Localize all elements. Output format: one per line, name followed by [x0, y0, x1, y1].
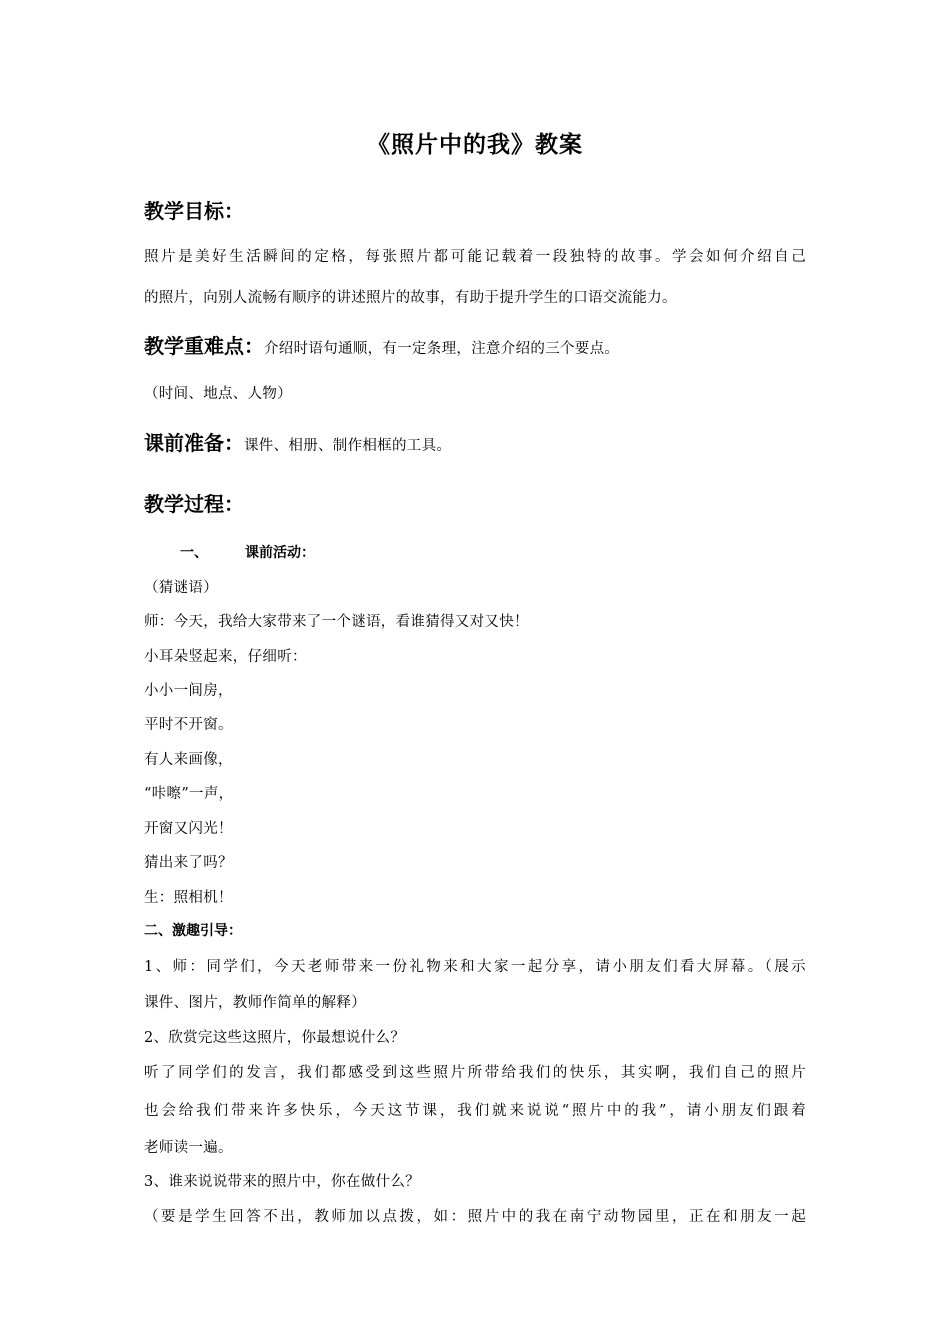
section2-title: 二、激趣引导： [144, 923, 242, 939]
key-points-note: （时间、地点、人物） [144, 386, 292, 402]
section1-line: 开窗又闪光！ [144, 821, 233, 837]
section2-paragraph-line: 老师读一遍。 [144, 1140, 233, 1156]
objectives-heading: 教学目标： [144, 199, 244, 223]
section1-line: 小小一间房， [144, 683, 233, 699]
process-heading: 教学过程： [144, 492, 244, 516]
section2-item3: 3、谁来说说带来的照片中，你在做什么？ [144, 1174, 420, 1190]
section1-line: “咔嚓”一声， [144, 786, 234, 802]
key-points-heading: 教学重难点： [144, 334, 264, 358]
section1-line: 有人来画像， [144, 752, 233, 768]
document-title: 《照片中的我》教案 [367, 132, 583, 158]
section2-item3-note: （要是学生回答不出，教师加以点拨，如：照片中的我在南宁动物园里，正在和朋友一起 [144, 1209, 806, 1225]
section2-item1-line: 1、师：同学们，今天老师带来一份礼物来和大家一起分享，请小朋友们看大屏幕。（展示 [144, 959, 806, 975]
section1-line: （猜谜语） [144, 580, 218, 596]
preparation-row [144, 427, 451, 456]
section1-line: 师：今天，我给大家带来了一个谜语，看谁猜得又对又快！ [144, 614, 529, 630]
section1-title: 课前活动： [245, 545, 315, 561]
preparation-text: 课件、相册、制作相框的工具。 [244, 438, 452, 454]
section1-line: 平时不开窗。 [144, 717, 233, 733]
key-points-text: 介绍时语句通顺，有一定条理，注意介绍的三个要点。 [264, 341, 620, 357]
section1-line: 生：照相机！ [144, 890, 233, 906]
objectives-line: 的照片，向别人流畅有顺序的讲述照片的故事，有助于提升学生的口语交流能力。 [144, 290, 677, 306]
key-points-row [144, 330, 619, 359]
section2-paragraph-line: 听了同学们的发言，我们都感受到这些照片所带给我们的快乐，其实啊，我们自己的照片 [144, 1065, 806, 1081]
preparation-heading: 课前准备： [144, 431, 244, 455]
section1-line: 猜出来了吗？ [144, 855, 233, 871]
section1-line: 小耳朵竖起来，仔细听： [144, 649, 307, 665]
objectives-line: 照片是美好生活瞬间的定格，每张照片都可能记载着一段独特的故事。学会如何介绍自己 [144, 249, 806, 265]
section1-number: 一、 [180, 545, 208, 561]
section2-item1-line: 课件、图片，教师作简单的解释） [144, 995, 366, 1011]
section2-paragraph-line: 也会给我们带来许多快乐，今天这节课，我们就来说说“照片中的我”，请小朋友们跟着 [144, 1103, 806, 1119]
section2-item2: 2、欣赏完这些这照片，你最想说什么？ [144, 1030, 406, 1046]
